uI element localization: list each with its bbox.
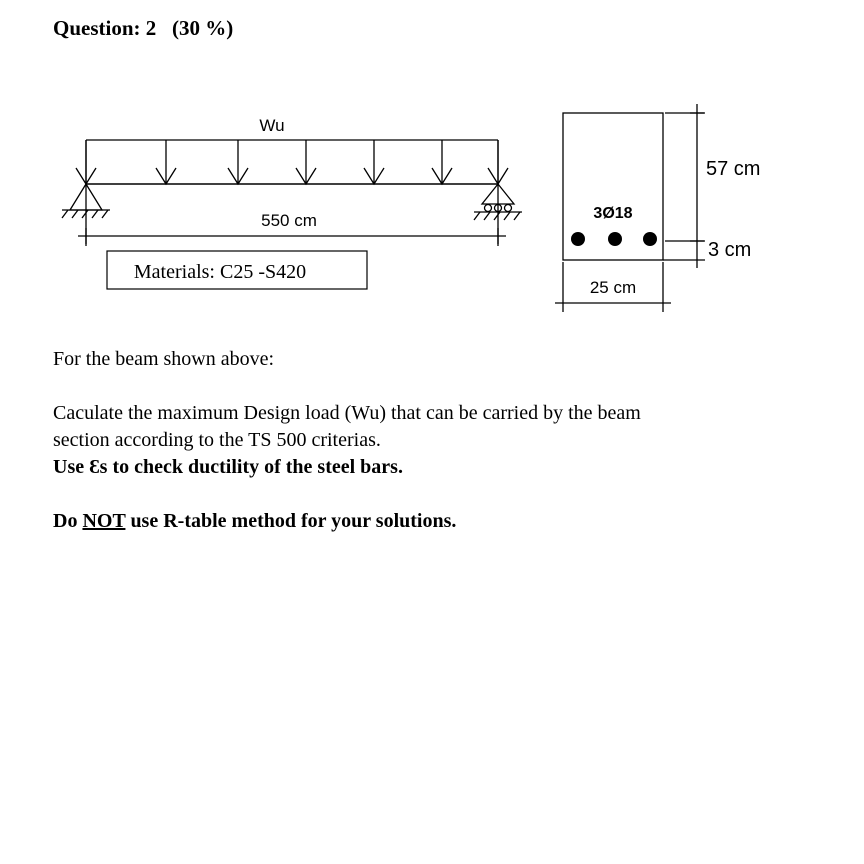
load-arrow: [488, 140, 508, 184]
question-weight: (30 %): [172, 16, 234, 40]
load-arrow: [76, 140, 96, 184]
task-line-1: Caculate the maximum Design load (Wu) that can be carried by the beam: [53, 402, 641, 424]
materials-label: Materials: C25 -S420: [133, 261, 307, 283]
width-label: 25 cm: [589, 278, 637, 297]
cover-label: 3 cm: [708, 239, 752, 261]
rebar-group: [571, 232, 657, 246]
load-arrows: [76, 140, 508, 184]
load-arrow: [432, 140, 452, 184]
emphasis-not: NOT: [82, 510, 126, 532]
question-label: Question: 2: [53, 16, 157, 40]
load-arrow: [296, 140, 316, 184]
method-restriction: Do NOT use R-table method for your solutions.: [53, 510, 457, 532]
rebar-label: 3Ø18: [593, 205, 633, 222]
load-arrow: [156, 140, 176, 184]
height-label: 57 cm: [706, 158, 761, 180]
strain-symbol: Ɛs: [89, 456, 108, 478]
load-arrow: [364, 140, 384, 184]
rebar-dot: [643, 232, 657, 246]
rebar-dot: [571, 232, 585, 246]
beam-figure: [0, 0, 864, 340]
load-arrow: [228, 140, 248, 184]
load-label: Wu: [259, 116, 285, 135]
intro-text: For the beam shown above:: [53, 348, 275, 370]
task-line-2: section according to the TS 500 criterias.: [53, 429, 381, 451]
rebar-dot: [608, 232, 622, 246]
span-label: 550 cm: [261, 211, 317, 230]
ductility-instruction: Use Ɛs to check ductility of the steel bars.: [53, 456, 403, 478]
